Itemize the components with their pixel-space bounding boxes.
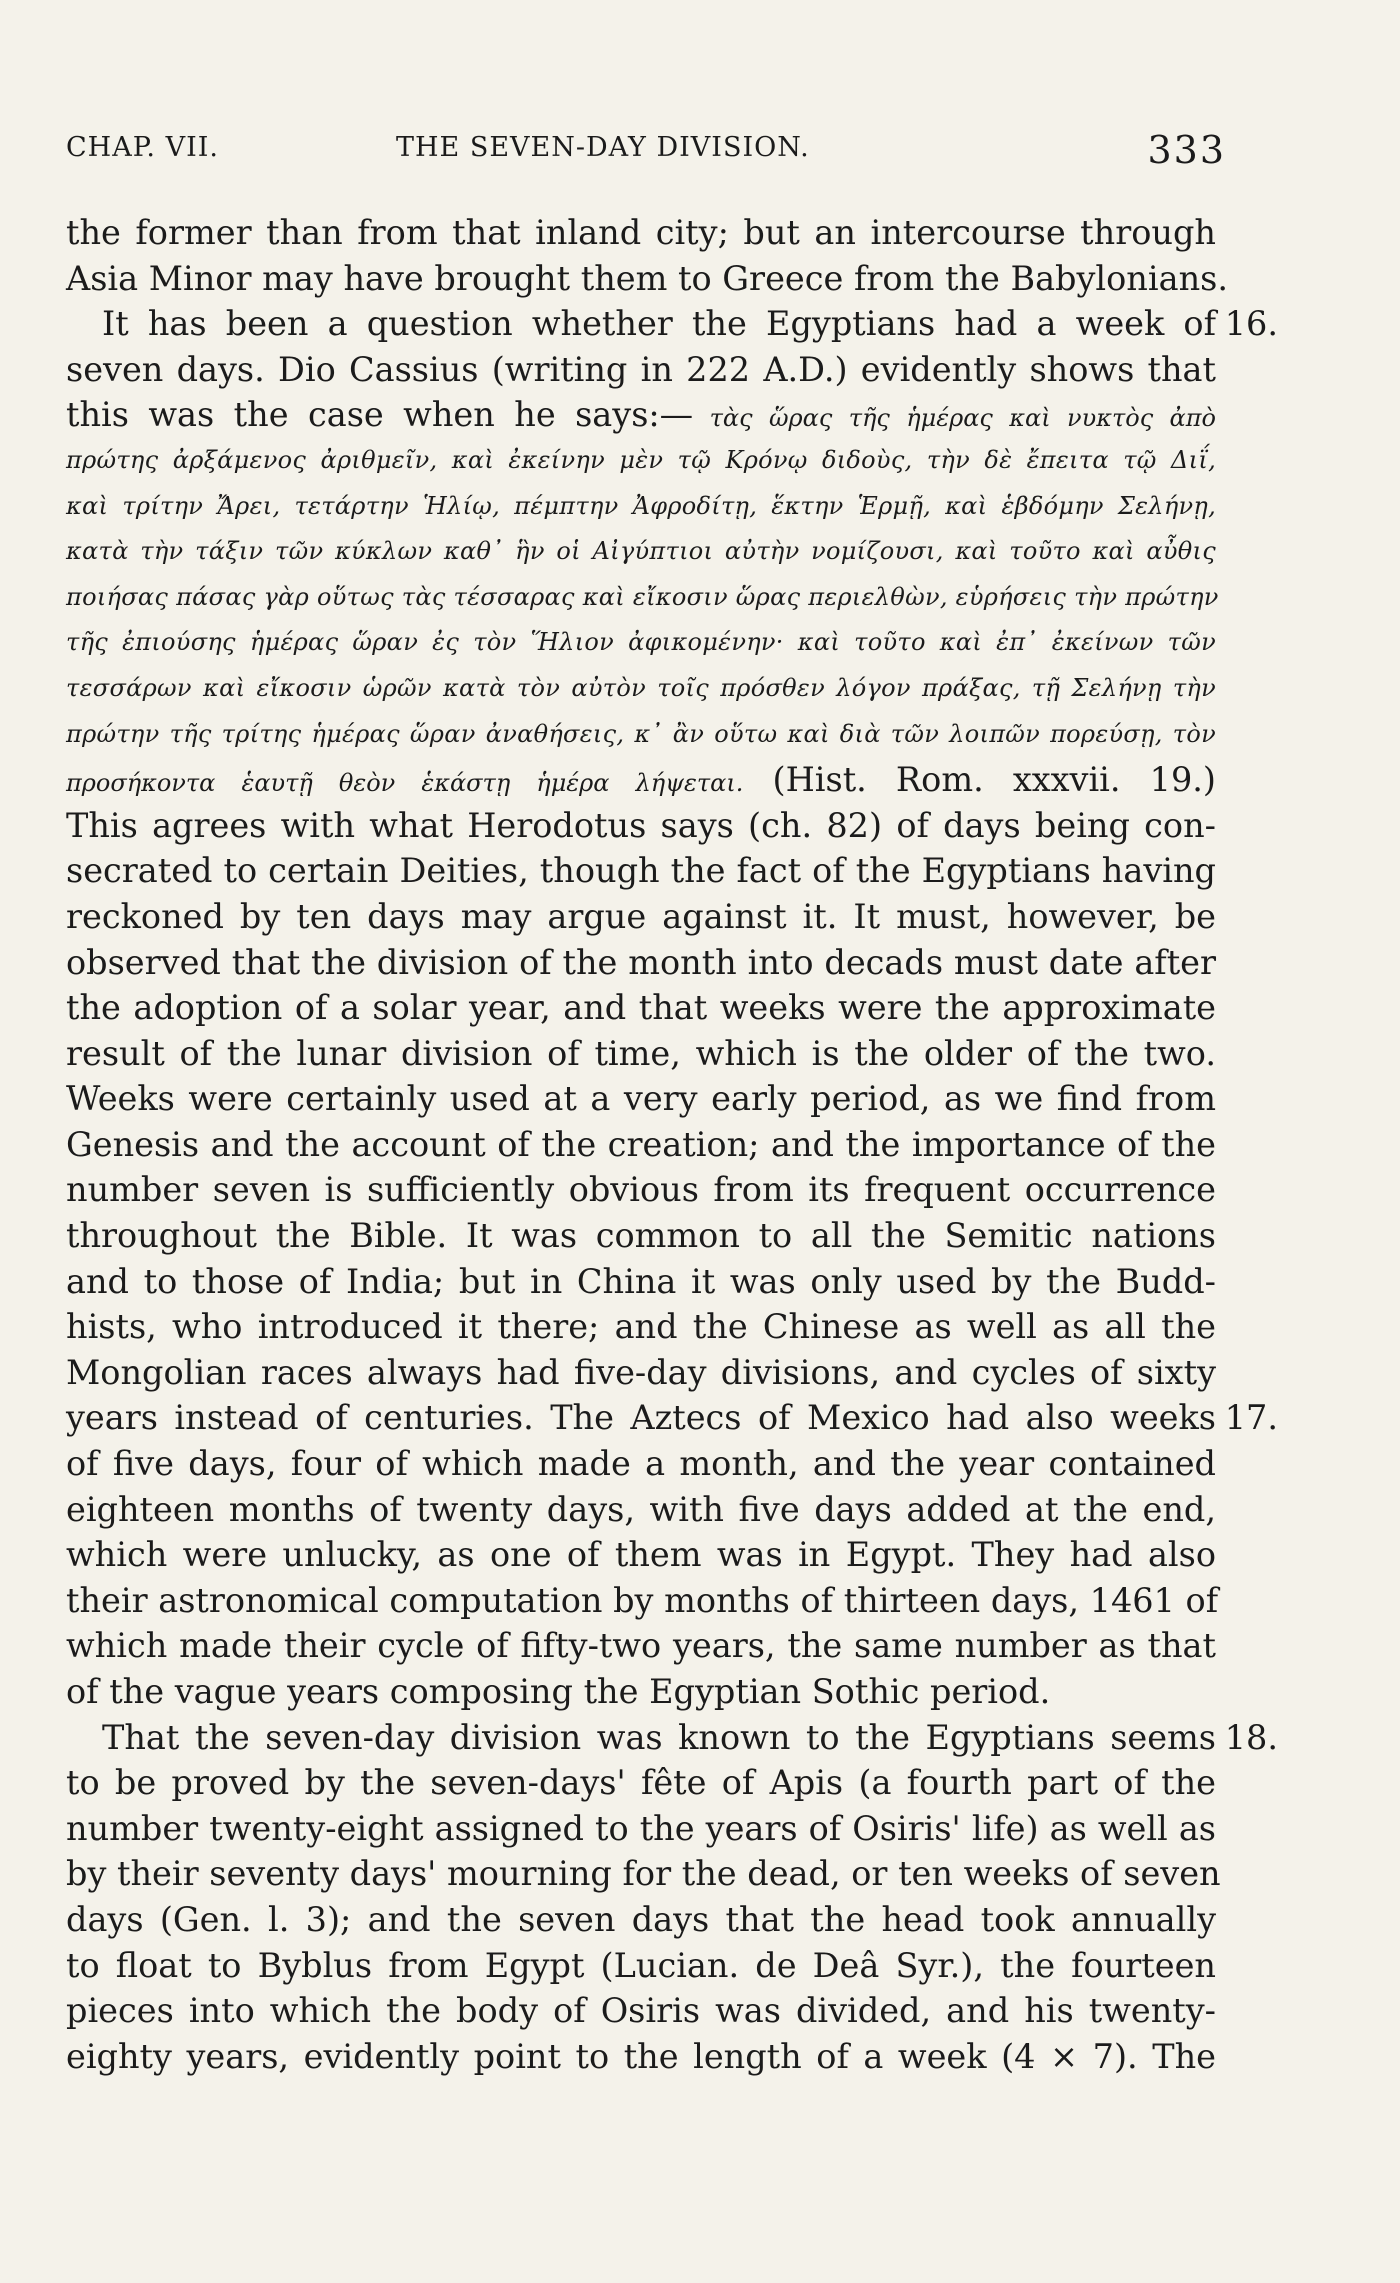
line-text: reckoned by ten days may argue against it. It must, however, be	[66, 896, 1216, 936]
citation: (Hist. Rom. xxxvii. 19.)	[743, 760, 1216, 800]
marginal-paragraph-number: 17.	[1224, 1398, 1278, 1438]
text-line	[66, 757, 1216, 803]
text-line	[66, 1532, 1216, 1578]
page-number: 333	[1147, 128, 1226, 172]
line-text: this was the case when he says:—	[66, 395, 694, 435]
text-line	[66, 529, 1216, 575]
line-text: by their seventy days' mourning for the dead, or ten weeks of seven	[66, 1854, 1221, 1894]
text-line	[66, 1487, 1216, 1533]
chapter-label: CHAP. VII.	[66, 132, 219, 163]
text-line	[66, 620, 1216, 666]
running-title: THE SEVEN-DAY DIVISION.	[396, 132, 810, 163]
line-text: Mongolian races always had five-day divisions, and cycles of sixty	[66, 1352, 1216, 1392]
line-text: to be proved by the seven-days' fête of Apis (a fourth part of the	[66, 1763, 1216, 1803]
greek-quotation: πρώτης ἀρξάμενος ἀριθμεῖν, καὶ ἐκείνην μὲν τῷ Κρόνῳ διδοὺς, τὴν δὲ ἔπειτα τῷ Διΐ,	[66, 445, 1216, 474]
greek-quotation: κατὰ τὴν τάξιν τῶν κύκλων καθ᾽ ἣν οἱ Αἰγύπτιοι αὐτὴν νομίζουσι, καὶ τοῦτο καὶ αὖθις	[66, 537, 1216, 566]
text-line	[66, 1441, 1216, 1487]
text-line	[66, 484, 1216, 530]
line-text: Weeks were certainly used at a very early period, as we find from	[66, 1079, 1216, 1119]
greek-quotation: ποιήσας πάσας γὰρ οὕτως τὰς τέσσαρας καὶ εἴκοσιν ὥρας περιελθὼν, εὑρήσεις τὴν πρώτην	[66, 582, 1219, 611]
text-line	[66, 894, 1216, 940]
text-line	[66, 940, 1216, 986]
line-text: eighteen months of twenty days, with five days added at the end,	[66, 1489, 1216, 1529]
text-line	[66, 1669, 1216, 1715]
line-text: throughout the Bible. It was common to all the Semitic nations	[66, 1216, 1216, 1256]
line-text: seven days. Dio Cassius (writing in 222 A.D.) evidently shows that	[66, 349, 1216, 389]
text-line	[66, 1715, 1278, 1761]
line-text: the former than from that inland city; but an intercourse through	[66, 213, 1216, 252]
text-line	[66, 1259, 1216, 1305]
greek-quotation: καὶ τρίτην Ἄρει, τετάρτην Ἡλίῳ, πέμπτην Ἀφροδίτῃ, ἕκτην Ἑρμῇ, καὶ ἑβδόμην Σελήνῃ,	[66, 491, 1216, 520]
line-text: It has been a question whether the Egyptians had a week of	[102, 304, 1216, 344]
line-text: of the vague years composing the Egyptian Sothic period.	[66, 1672, 1051, 1711]
text-line	[66, 1851, 1221, 1897]
line-text: number twenty-eight assigned to the years of Osiris' life) as well as	[66, 1808, 1216, 1848]
text-line	[66, 1304, 1216, 1350]
text-line	[66, 1806, 1216, 1852]
text-line	[66, 210, 1216, 256]
line-text: number seven is sufficiently obvious from its frequent occurrence	[66, 1170, 1216, 1210]
text-line	[66, 1578, 1219, 1624]
text-line	[66, 848, 1216, 894]
text-line	[66, 301, 1278, 347]
line-text: Asia Minor may have brought them to Greece from the Babylonians.	[66, 258, 1228, 298]
text-line	[66, 1988, 1216, 2034]
greek-quotation: τὰς ὥρας τῆς ἡμέρας καὶ νυκτὸς ἀπὸ	[693, 404, 1216, 433]
line-text: hists, who introduced it there; and the Chinese as well as all the	[66, 1307, 1216, 1347]
greek-quotation: πρώτην τῆς τρίτης ἡμέρας ὥραν ἀναθήσεις, κ᾽ ἂν οὕτω καὶ διὰ τῶν λοιπῶν πορεύσῃ, τὸν	[66, 719, 1216, 748]
text-line	[66, 985, 1216, 1031]
line-text: years instead of centuries. The Aztecs of Mexico had also weeks	[66, 1398, 1216, 1438]
text-line	[66, 2034, 1216, 2080]
body-text	[66, 210, 1278, 2079]
line-text: eighty years, evidently point to the length of a week (4 × 7). The	[66, 2036, 1216, 2076]
text-line	[66, 438, 1216, 484]
text-line	[66, 1213, 1216, 1259]
text-line	[66, 1897, 1216, 1943]
text-line	[66, 1031, 1216, 1077]
line-text: and to those of India; but in China it was only used by the Budd-	[66, 1261, 1216, 1301]
text-line	[66, 1350, 1216, 1396]
text-line	[66, 1943, 1216, 1989]
line-text: of five days, four of which made a month, and the year contained	[66, 1444, 1216, 1484]
greek-quotation: τῆς ἐπιούσης ἡμέρας ὥραν ἐς τὸν Ἥλιον ἀφικομένην· καὶ τοῦτο καὶ ἐπ᾽ ἐκείνων τῶν	[66, 628, 1216, 657]
line-text: That the seven-day division was known to the Egyptians seems	[102, 1717, 1216, 1757]
text-line	[66, 1760, 1216, 1806]
running-header	[66, 120, 1226, 190]
text-line	[66, 803, 1216, 849]
line-text: days (Gen. l. 3); and the seven days that the head took annually	[66, 1899, 1216, 1939]
text-line	[66, 1167, 1216, 1213]
greek-quotation: τεσσάρων καὶ εἴκοσιν ὡρῶν κατὰ τὸν αὐτὸν τοῖς πρόσθεν λόγον πράξας, τῇ Σελήνῃ τὴν	[66, 673, 1216, 702]
text-line	[66, 1395, 1278, 1441]
line-text: Genesis and the account of the creation; and the importance of the	[66, 1124, 1216, 1164]
text-line	[66, 256, 1228, 302]
text-line	[66, 712, 1216, 758]
line-text: which were unlucky, as one of them was in Egypt. They had also	[66, 1535, 1216, 1575]
line-text: to float to Byblus from Egypt (Lucian. de Deâ Syr.), the fourteen	[66, 1945, 1216, 1985]
line-text: their astronomical computation by months of thirteen days, 1461 of	[66, 1580, 1219, 1620]
text-line	[66, 1076, 1216, 1122]
text-line	[66, 666, 1216, 712]
text-line	[66, 575, 1219, 621]
line-text: the adoption of a solar year, and that weeks were the approximate	[66, 988, 1216, 1028]
line-text: which made their cycle of fifty-two years, the same number as that	[66, 1626, 1216, 1666]
line-text: pieces into which the body of Osiris was divided, and his twenty-	[66, 1991, 1216, 2031]
line-text: observed that the division of the month into decads must date after	[66, 942, 1216, 982]
marginal-paragraph-number: 16.	[1224, 304, 1278, 344]
text-line	[66, 347, 1216, 393]
line-text: This agrees with what Herodotus says (ch. 82) of days being con-	[66, 805, 1216, 845]
marginal-paragraph-number: 18.	[1224, 1717, 1278, 1757]
greek-quotation: προσήκοντα ἑαυτῇ θεὸν ἑκάστῃ ἡμέρα λήψεται.	[66, 769, 744, 798]
text-line	[66, 1122, 1216, 1168]
line-text: secrated to certain Deities, though the fact of the Egyptians having	[66, 851, 1216, 891]
text-line	[66, 1623, 1216, 1669]
text-line	[66, 392, 1216, 438]
line-text: result of the lunar division of time, which is the older of the two.	[66, 1033, 1216, 1073]
